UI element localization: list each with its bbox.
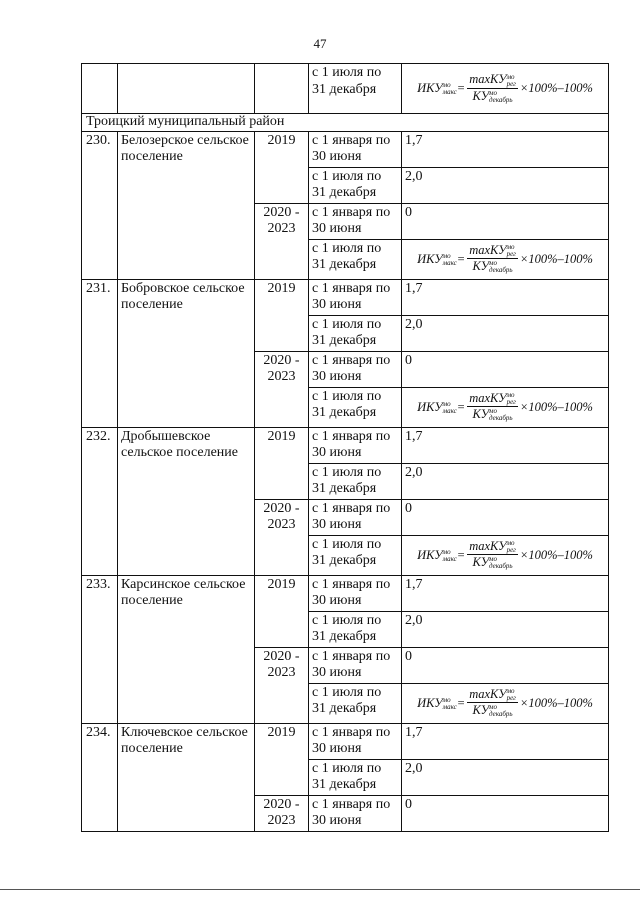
table-row (82, 427, 609, 463)
table-row (82, 131, 609, 167)
period-cell: с 1 июля по 31 декабря (309, 64, 402, 114)
table-cell (118, 64, 255, 114)
table-cell (82, 64, 118, 114)
value-cell: 1,7 (402, 279, 609, 315)
settlement-name: Дробышевское сельское поселение (118, 427, 255, 575)
formula-cell (402, 64, 609, 114)
formula-eq: = (456, 547, 466, 562)
footer-rule (0, 889, 640, 890)
period-cell: с 1 января по 30 июня (309, 279, 402, 315)
formula (404, 540, 606, 570)
year-cell: 2020 - 2023 (255, 499, 309, 575)
period-cell: с 1 июля по 31 декабря (309, 611, 402, 647)
year-cell: 2020 - 2023 (255, 203, 309, 279)
formula-tail: ×100%–100% (519, 695, 593, 710)
period-cell: с 1 июля по 31 декабря (309, 387, 402, 427)
formula (404, 688, 606, 718)
table-cell (255, 64, 309, 114)
entry-number: 234. (82, 723, 118, 831)
table-row (82, 575, 609, 611)
year-cell: 2019 (255, 279, 309, 351)
value-cell: 1,7 (402, 575, 609, 611)
period-cell: с 1 января по 30 июня (309, 351, 402, 387)
period-cell: с 1 января по 30 июня (309, 499, 402, 535)
settlement-name: Карсинское сельское поселение (118, 575, 255, 723)
period-cell: с 1 июля по 31 декабря (309, 315, 402, 351)
period-cell: с 1 июля по 31 декабря (309, 463, 402, 499)
formula-tail: ×100%–100% (519, 399, 593, 414)
value-cell: 2,0 (402, 759, 609, 795)
formula (404, 73, 606, 103)
year-cell: 2020 - 2023 (255, 647, 309, 723)
formula-eq: = (456, 695, 466, 710)
value-cell: 2,0 (402, 315, 609, 351)
region-row (82, 114, 609, 132)
formula-cell (402, 535, 609, 575)
formula-lhs: ИКУ мо макс (417, 547, 457, 563)
formula-tail: ×100%–100% (519, 547, 593, 562)
value-cell: 0 (402, 203, 609, 239)
entry-number: 231. (82, 279, 118, 427)
formula-cell (402, 239, 609, 279)
value-cell: 2,0 (402, 167, 609, 203)
period-cell: с 1 июля по 31 декабря (309, 167, 402, 203)
period-cell: с 1 января по 30 июня (309, 203, 402, 239)
settlement-name: Бобровское сельское поселение (118, 279, 255, 427)
period-cell: с 1 января по 30 июня (309, 427, 402, 463)
year-cell: 2019 (255, 427, 309, 499)
period-cell: с 1 января по 30 июня (309, 131, 402, 167)
formula-fraction: maxКУ мо рег КУ мо декабрь (469, 72, 516, 104)
formula-cell (402, 683, 609, 723)
formula-eq: = (456, 251, 466, 266)
year-cell: 2019 (255, 575, 309, 647)
year-cell: 2019 (255, 723, 309, 795)
value-cell: 1,7 (402, 723, 609, 759)
formula (404, 392, 606, 422)
period-cell: с 1 июля по 31 декабря (309, 759, 402, 795)
formula-lhs: ИКУ мо макс (417, 695, 457, 711)
page-number: 47 (313, 36, 327, 51)
entry-number: 230. (82, 131, 118, 279)
value-cell: 0 (402, 499, 609, 535)
period-cell: с 1 января по 30 июня (309, 723, 402, 759)
entry-number: 232. (82, 427, 118, 575)
year-cell: 2020 - 2023 (255, 351, 309, 427)
formula-lhs: ИКУ мо макс (417, 81, 457, 97)
year-cell: 2020 - 2023 (255, 795, 309, 831)
value-cell: 2,0 (402, 463, 609, 499)
table-row (82, 723, 609, 759)
period-cell: с 1 июля по 31 декабря (309, 683, 402, 723)
period-cell: с 1 июля по 31 декабря (309, 535, 402, 575)
formula-eq: = (456, 81, 466, 96)
year-cell: 2019 (255, 131, 309, 203)
formula-tail: ×100%–100% (519, 251, 593, 266)
value-cell: 0 (402, 647, 609, 683)
table-row (82, 279, 609, 315)
formula-lhs: ИКУ мо макс (417, 399, 457, 415)
region-heading: Троицкий муниципальный район (82, 114, 609, 132)
value-cell: 1,7 (402, 427, 609, 463)
period-cell: с 1 января по 30 июня (309, 575, 402, 611)
value-cell: 0 (402, 351, 609, 387)
period-cell: с 1 января по 30 июня (309, 647, 402, 683)
formula-cell (402, 387, 609, 427)
formula-fraction: maxКУ мо рег КУ мо декабрь (469, 686, 516, 719)
entry-number: 233. (82, 575, 118, 723)
period-cell: с 1 января по 30 июня (309, 795, 402, 831)
formula (404, 244, 606, 274)
formula-fraction: maxКУ мо рег КУ мо декабрь (469, 538, 516, 571)
formula-lhs: ИКУ мо макс (417, 251, 457, 267)
tariff-table (81, 63, 609, 832)
table-row (82, 64, 609, 114)
value-cell: 2,0 (402, 611, 609, 647)
formula-tail: ×100%–100% (519, 81, 593, 96)
settlement-name: Ключевское сельское поселение (118, 723, 255, 831)
period-cell: с 1 июля по 31 декабря (309, 239, 402, 279)
value-cell: 0 (402, 795, 609, 831)
value-cell: 1,7 (402, 131, 609, 167)
formula-eq: = (456, 399, 466, 414)
formula-fraction: maxКУ мо рег КУ мо декабрь (469, 390, 516, 423)
settlement-name: Белозерское сельское поселение (118, 131, 255, 279)
formula-fraction: maxКУ мо рег КУ мо декабрь (469, 242, 516, 275)
